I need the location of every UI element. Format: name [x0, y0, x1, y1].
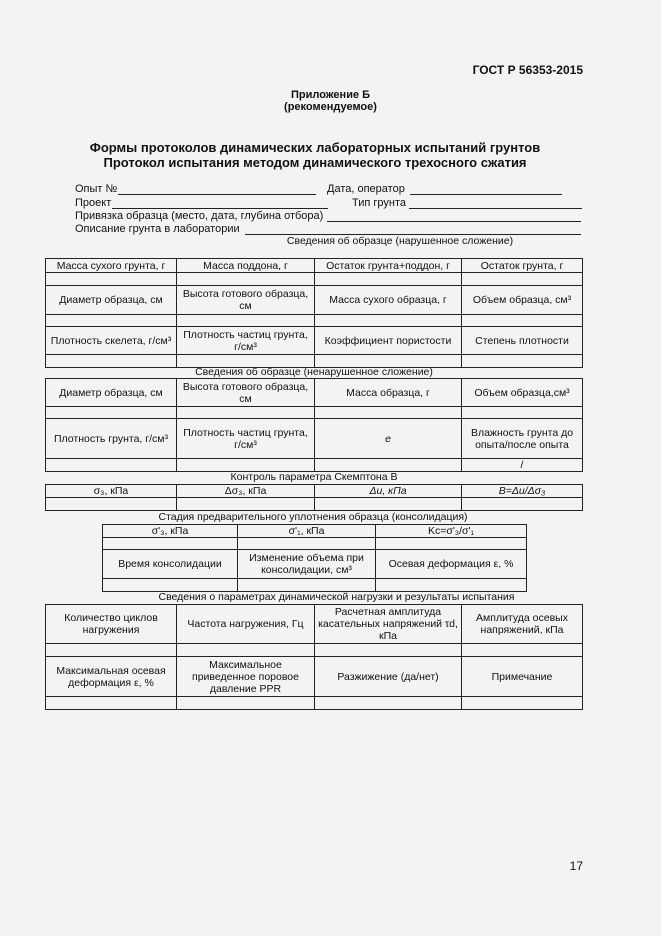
dynamic-caption: Сведения о параметрах динамической нагрузки и результаты испытания	[158, 591, 515, 603]
axial-stress-amplitude-header: Амплитуда осевых напряжений, кПа	[462, 605, 583, 644]
soil-description-field[interactable]	[245, 223, 581, 235]
consolidation-table	[102, 524, 527, 592]
axial-deformation-header: Осевая деформация ε, %	[376, 550, 527, 579]
table-cell[interactable]	[177, 697, 315, 710]
sigma3-effective-header: σ'₃, кПа	[103, 525, 238, 538]
sigma1-effective-header: σ'₁, кПа	[238, 525, 376, 538]
undisturbed-particle-density-header: Плотность частиц грунта, г/см³	[177, 419, 315, 459]
undisturbed-volume-header: Объем образца,см³	[462, 379, 583, 407]
dynamic-table	[45, 604, 583, 710]
sample-diameter-header: Диаметр образца, см	[46, 286, 177, 315]
void-ratio-header: e	[315, 419, 462, 459]
volume-change-header: Изменение объема при консолидации, см³	[238, 550, 376, 579]
residue-soil-header: Остаток грунта, г	[462, 259, 583, 273]
appendix-note: (рекомендуемое)	[284, 101, 377, 113]
table-cell[interactable]	[46, 644, 177, 657]
table-cell[interactable]	[46, 273, 177, 286]
tray-mass-header: Масса поддона, г	[177, 259, 315, 273]
undisturbed-caption: Сведения об образце (ненарушенное сложение)	[195, 366, 433, 378]
soil-description-label: Описание грунта в лаборатории	[75, 223, 240, 235]
table-cell[interactable]	[315, 697, 462, 710]
test-number-field[interactable]	[118, 183, 316, 195]
skempton-table	[45, 484, 583, 511]
table-cell[interactable]	[462, 273, 583, 286]
table-cell[interactable]	[46, 459, 177, 472]
soil-type-label: Тип грунта	[352, 197, 407, 209]
sample-volume-header: Объем образца, см³	[462, 286, 583, 315]
skeleton-density-header: Плотность скелета, г/см³	[46, 327, 177, 355]
frequency-header: Частота нагружения, Гц	[177, 605, 315, 644]
note-header: Примечание	[462, 657, 583, 697]
table-cell[interactable]	[177, 459, 315, 472]
disturbed-table	[45, 258, 583, 368]
dry-sample-mass-header: Масса сухого образца, г	[315, 286, 462, 315]
kc-header: Kc=σ'₃/σ'₁	[376, 525, 527, 538]
table-cell[interactable]	[315, 273, 462, 286]
sigma3-header: σ₃, кПа	[46, 485, 177, 498]
table-cell[interactable]	[315, 644, 462, 657]
soil-density-header: Плотность грунта, г/см³	[46, 419, 177, 459]
b-parameter-header: B=Δu/Δσ₃	[462, 485, 583, 498]
project-label: Проект	[75, 197, 112, 209]
liquefaction-header: Разжижение (да/нет)	[315, 657, 462, 697]
standard-number: ГОСТ Р 56353-2015	[472, 63, 583, 77]
disturbed-caption: Сведения об образце (нарушенное сложение)	[286, 235, 514, 247]
table-cell[interactable]	[103, 538, 238, 550]
table-cell[interactable]	[462, 315, 583, 327]
delta-u-header: Δu, кПа	[315, 485, 462, 498]
table-cell[interactable]	[315, 498, 462, 511]
table-cell[interactable]	[177, 407, 315, 419]
table-cell[interactable]	[462, 407, 583, 419]
table-cell[interactable]	[46, 407, 177, 419]
table-cell[interactable]	[462, 498, 583, 511]
table-cell[interactable]	[238, 538, 376, 550]
table-cell[interactable]	[462, 697, 583, 710]
porosity-coefficient-header: Коэффициент пористости	[315, 327, 462, 355]
ppr-header: Максимальное приведенное поровое давление PPR	[177, 657, 315, 697]
cycles-header: Количество циклов нагружения	[46, 605, 177, 644]
test-number-label: Опыт №	[75, 183, 118, 195]
undisturbed-height-header: Высота готового образца, см	[177, 379, 315, 407]
sample-height-header: Высота готового образца, см	[177, 286, 315, 315]
table-cell[interactable]	[177, 498, 315, 511]
particle-density-header: Плотность частиц грунта, г/см³	[177, 327, 315, 355]
title-line-1: Формы протоколов динамических лабораторных испытаний грунтов	[89, 140, 541, 155]
table-cell[interactable]	[315, 315, 462, 327]
date-operator-label: Дата, оператор	[327, 183, 405, 195]
density-degree-header: Степень плотности	[462, 327, 583, 355]
table-cell[interactable]	[462, 644, 583, 657]
project-field[interactable]	[112, 197, 328, 209]
table-cell[interactable]	[177, 315, 315, 327]
table-cell[interactable]	[103, 579, 238, 592]
table-cell[interactable]	[177, 644, 315, 657]
moisture-slash[interactable]: /	[462, 459, 583, 472]
shear-amplitude-header: Расчетная амплитуда касательных напряжений τd, кПа	[315, 605, 462, 644]
date-operator-field[interactable]	[410, 183, 562, 195]
table-cell[interactable]	[376, 538, 527, 550]
sample-mass-header: Масса образца, г	[315, 379, 462, 407]
consolidation-caption: Стадия предварительного уплотнения образца (консолидация)	[158, 511, 468, 523]
consolidation-time-header: Время консолидации	[103, 550, 238, 579]
skempton-caption: Контроль параметра Скемптона B	[230, 471, 398, 483]
sample-binding-field[interactable]	[327, 210, 581, 222]
max-axial-deformation-header: Максимальная осевая деформация ε, %	[46, 657, 177, 697]
table-cell[interactable]	[177, 273, 315, 286]
table-cell[interactable]	[315, 459, 462, 472]
title-line-2: Протокол испытания методом динамического трехосного сжатия	[103, 155, 527, 170]
table-cell[interactable]	[376, 579, 527, 592]
sample-binding-label: Привязка образца (место, дата, глубина отбора)	[75, 210, 324, 222]
table-cell[interactable]	[46, 498, 177, 511]
table-cell[interactable]	[46, 315, 177, 327]
moisture-header: Влажность грунта до опыта/после опыта	[462, 419, 583, 459]
dry-soil-mass-header: Масса сухого грунта, г	[46, 259, 177, 273]
undisturbed-diameter-header: Диаметр образца, см	[46, 379, 177, 407]
residue-tray-header: Остаток грунта+поддон, г	[315, 259, 462, 273]
table-cell[interactable]	[238, 579, 376, 592]
undisturbed-table	[45, 378, 583, 472]
table-cell[interactable]	[315, 407, 462, 419]
soil-type-field[interactable]	[409, 197, 582, 209]
table-cell[interactable]	[46, 697, 177, 710]
delta-sigma3-header: Δσ₃, кПа	[177, 485, 315, 498]
page-number: 17	[569, 859, 583, 873]
appendix-label: Приложение Б	[290, 89, 371, 101]
